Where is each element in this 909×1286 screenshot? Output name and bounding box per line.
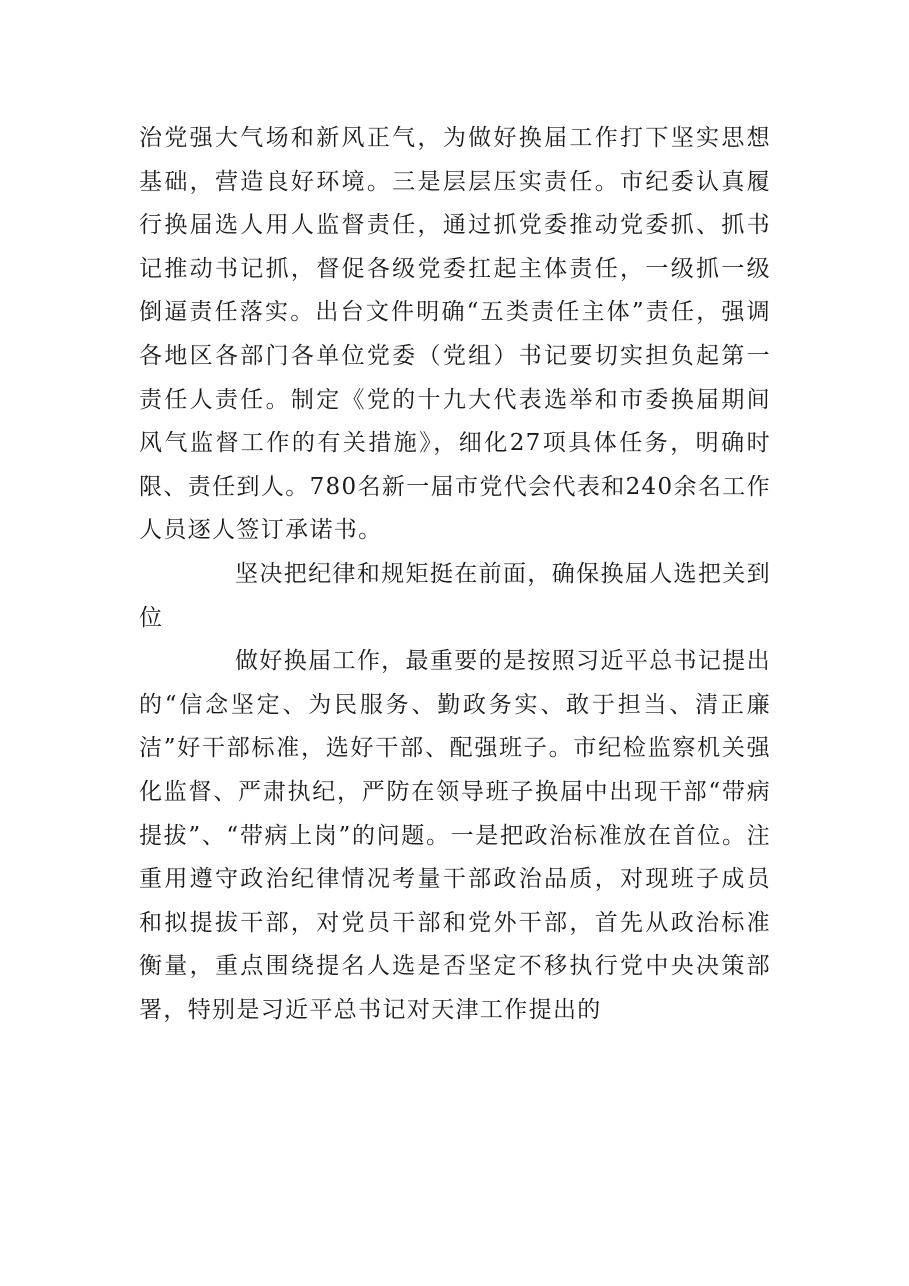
document-body xyxy=(139,117,771,1032)
paragraph-body: 做好换届工作，最重要的是按照习近平总书记提出的“信念坚定、为民服务、勤政务实、敢于担当、清正廉洁”好干部标准，选好干部、配强班子。市纪检监察机关强化监督、严肃执纪，严防在领导班子换届中出现干部“带病提拔”、“带病上岗”的问题。一是把政治标准放在首位。注重用遵守政治纪律情况考量干部政治品质，对现班子成员和拟提拔干部，对党员干部和党外干部，首先从政治标准衡量，重点围绕提名人选是否坚定不移执行党中央决策部署，特别是习近平总书记对天津工作提出的 xyxy=(139,648,771,1023)
section-heading: 坚决把纪律和规矩挺在前面，确保换届人选把关到位 xyxy=(139,560,771,631)
paragraph-continuation: 治党强大气场和新风正气，为做好换届工作打下坚实思想基础，营造良好环境。三是层层压实责任。市纪委认真履行换届选人用人监督责任，通过抓党委推动党委抓、抓书记推动书记抓，督促各级党委扛起主体责任，一级抓一级倒逼责任落实。出台文件明确“五类责任主体”责任，强调各地区各部门各单位党委（党组）书记要切实担负起第一责任人责任。制定《党的十九大代表选举和市委换届期间风气监督工作的有关措施》，细化27项具体任务，明确时限、责任到人。780名新一届市党代会代表和240余名工作人员逐人签订承诺书。 xyxy=(139,125,771,544)
